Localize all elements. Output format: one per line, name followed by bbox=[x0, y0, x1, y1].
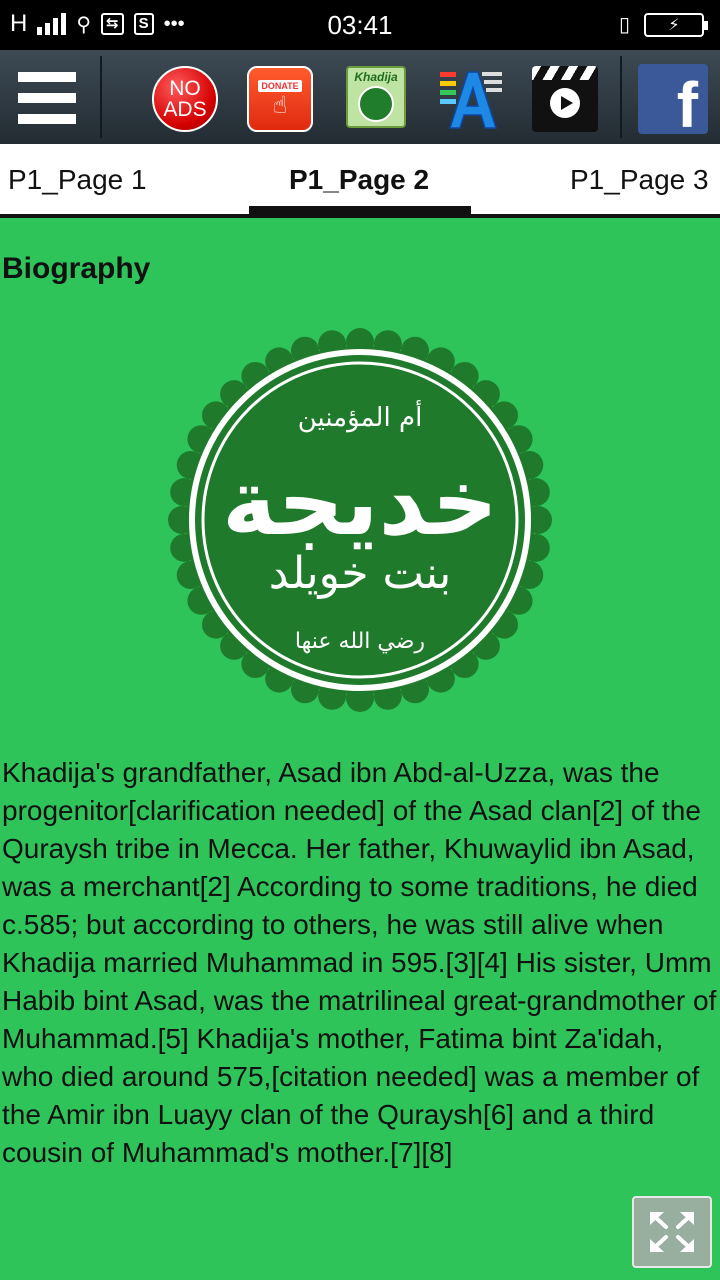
seal-text-sub: بنت خويلد bbox=[268, 548, 452, 599]
usb-icon: ⚲ bbox=[76, 13, 91, 36]
page-title: Biography bbox=[2, 252, 151, 285]
sim-icon: S bbox=[134, 13, 154, 35]
tab-page-1[interactable]: P1_Page 1 bbox=[8, 164, 147, 195]
pointing-hand-icon: ☝ bbox=[272, 92, 288, 119]
status-bar bbox=[0, 0, 720, 50]
hamburger-icon[interactable] bbox=[18, 72, 76, 124]
play-icon bbox=[550, 88, 580, 118]
khadija-seal-image bbox=[166, 326, 554, 714]
seal-text-top: أم المؤمنين bbox=[297, 403, 423, 433]
khadija-app-button[interactable] bbox=[346, 66, 406, 128]
donate-button[interactable] bbox=[247, 66, 313, 132]
charging-bolt-icon: ⚡ bbox=[668, 16, 680, 34]
font-a-icon bbox=[438, 66, 504, 132]
toolbar-divider bbox=[100, 56, 102, 138]
toolbar-divider bbox=[620, 56, 622, 138]
app-toolbar bbox=[0, 50, 720, 144]
fullscreen-button[interactable] bbox=[632, 1196, 712, 1268]
clapperboard-icon bbox=[532, 66, 598, 80]
page-tabs bbox=[0, 144, 720, 218]
biography-text: Khadija's grandfather, Asad ibn Abd-al-Uzza, was the progenitor[clarification needed] of the Asad clan[2] of the Quraysh tribe in Mecca. Her father, Khuwaylid ibn Asad, was a merchant[2] According to some traditions, he died c.585; but according to others, he was still alive when Khadija married Muhammad in 595.[3][4] His sister, Umm Habib bint Asad, was the matrilineal great-grandmother of Muhammad.[5] Khadija's mother, Fatima bint Za'idah, who died around 575,[citation needed] was a member of the Amir ibn Luayy clan of the Quraysh[6] and a third cousin of Muhammad's mother.[7][8] bbox=[2, 757, 717, 1168]
no-ads-button[interactable] bbox=[152, 66, 218, 132]
facebook-button[interactable] bbox=[638, 64, 708, 134]
font-size-button[interactable] bbox=[438, 66, 504, 132]
expand-arrows-icon bbox=[646, 1208, 698, 1256]
seal-text-main: خديجة bbox=[221, 449, 499, 556]
status-right bbox=[619, 12, 704, 37]
seal-text-bottom: رضي الله عنها bbox=[294, 629, 426, 654]
clock: 03:41 bbox=[327, 10, 393, 40]
no-ads-line1: NO bbox=[169, 77, 201, 100]
debug-icon: ⇆ bbox=[101, 13, 124, 35]
khadija-app-label: Khadija bbox=[354, 70, 398, 84]
tab-page-2[interactable]: P1_Page 2 bbox=[289, 164, 430, 195]
no-ads-line2: ADS bbox=[163, 98, 207, 121]
tab-page-3[interactable]: P1_Page 3 bbox=[570, 164, 709, 195]
khadija-seal-icon bbox=[358, 86, 394, 122]
network-type: H bbox=[10, 10, 28, 37]
vibrate-icon: ▯ bbox=[618, 14, 630, 36]
active-tab-indicator bbox=[249, 206, 471, 214]
video-button[interactable] bbox=[532, 66, 598, 132]
battery-icon bbox=[644, 13, 704, 37]
donate-label: DONATE bbox=[258, 80, 301, 92]
facebook-icon: f bbox=[676, 69, 698, 134]
more-notifications: ••• bbox=[163, 12, 185, 35]
khadija-seal-graphic bbox=[166, 326, 554, 714]
